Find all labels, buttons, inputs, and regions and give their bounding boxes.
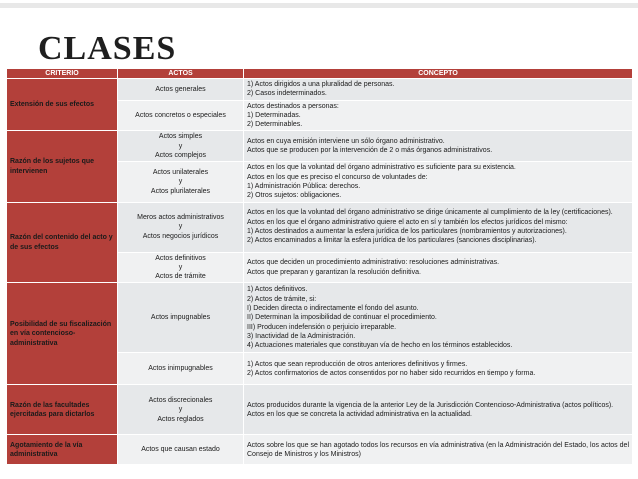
- table-row: [7, 283, 633, 353]
- concepto-line: 1) Actos dirigidos a una pluralidad de personas.: [247, 81, 395, 88]
- concepto-line: Actos sobre los que se han agotado todos los recursos en vía administrativa (en la Administración del Estado, los actos del Consejo de Ministros y los Ministros): [247, 441, 629, 458]
- actos-cell: [118, 100, 244, 131]
- concepto-line: II) Determinan la imposibilidad de continuar el procedimiento.: [247, 314, 437, 322]
- concepto-line: Actos que deciden un procedimiento administrativo: resoluciones administrativas.: [247, 259, 500, 267]
- concepto-line: 1) Administración Pública: derechos.: [247, 182, 361, 190]
- actos-line: Actos inimpugnables: [148, 365, 213, 373]
- concepto-line: 4) Actuaciones materiales que constituyan vía de hecho en los términos establecidos.: [247, 342, 513, 350]
- actos-cell: [118, 131, 244, 162]
- table-body: [7, 79, 633, 465]
- actos-cell: [118, 202, 244, 252]
- concepto-line: 2) Actos confirmatorios de actos consentidos por no haber sido recurridos en tiempo y forma.: [247, 369, 536, 377]
- actos-line: Actos simples: [158, 133, 203, 141]
- concepto-line: 1) Determinadas.: [247, 111, 301, 119]
- concepto-line: 1) Actos definitivos.: [247, 286, 308, 294]
- actos-line: Actos plurilaterales: [150, 187, 211, 195]
- table-row: [7, 385, 633, 435]
- concepto-cell: [244, 131, 633, 162]
- actos-line: Actos unilaterales: [152, 169, 209, 177]
- criterio-cell: Agotamiento de la vía administrativa: [7, 435, 118, 465]
- actos-line: y: [178, 223, 183, 231]
- concepto-cell: [244, 79, 633, 101]
- criterio-cell: Razón del contenido del acto y de sus efectos: [7, 202, 118, 283]
- actos-line: Actos discrecionales: [148, 397, 213, 404]
- criterio-cell: Razón de los sujetos que intervienen: [7, 131, 118, 202]
- header-concepto: CONCEPTO: [244, 69, 633, 79]
- concepto-line: III) Producen indefensión o perjuicio irreparable.: [247, 323, 397, 331]
- concepto-line: Actos en los que es preciso el concurso de voluntades de:: [247, 173, 428, 181]
- concepto-cell: [244, 353, 633, 385]
- actos-cell: [118, 79, 244, 101]
- actos-cell: [118, 435, 244, 465]
- concepto-line: 3) Inactividad de la Administración.: [247, 332, 356, 340]
- actos-line: Actos complejos: [155, 152, 206, 160]
- actos-line: Actos reglados: [157, 415, 204, 423]
- actos-line: Actos generales: [155, 85, 206, 93]
- actos-line: Actos que causan estado: [141, 446, 220, 454]
- classification-table: [6, 68, 633, 465]
- concepto-cell: [244, 385, 633, 435]
- header-actos: ACTOS: [118, 69, 244, 79]
- actos-line: y: [178, 406, 183, 414]
- concepto-cell: [244, 283, 633, 353]
- concepto-line: 2) Actos de trámite, si:: [247, 295, 317, 303]
- actos-line: Actos de trámite: [155, 273, 206, 281]
- actos-line: Actos definitivos: [155, 254, 206, 262]
- concepto-line: Actos en los que la voluntad del órgano administrativo se dirige únicamente al cumplimiento de la ley (certificaciones).: [247, 209, 613, 217]
- actos-cell: [118, 353, 244, 385]
- concepto-line: 2) Determinables.: [247, 121, 303, 129]
- concepto-line: Actos que se producen por la intervención de 2 o más órganos administrativos.: [247, 147, 493, 155]
- concepto-cell: [244, 100, 633, 131]
- page-title: CLASES: [38, 30, 177, 67]
- concepto-line: 2) Casos indeterminados.: [247, 90, 327, 98]
- actos-line: y: [178, 142, 183, 150]
- actos-cell: [118, 252, 244, 283]
- actos-line: Actos concretos o especiales: [135, 111, 226, 119]
- criterio-cell: Posibilidad de su fiscalización en vía contencioso-administrativa: [7, 283, 118, 385]
- header-row: [7, 69, 633, 79]
- concepto-cell: [244, 252, 633, 283]
- concepto-line: Actos que preparan y garantizan la resolución definitiva.: [247, 268, 421, 276]
- concepto-line: Actos producidos durante la vigencia de la anterior Ley de la Jurisdicción Contencioso-Administrativa (actos políticos).: [247, 401, 614, 409]
- actos-cell: [118, 385, 244, 435]
- concepto-line: Actos en cuya emisión interviene un sólo órgano administrativo.: [247, 138, 445, 146]
- actos-line: Actos impugnables: [150, 314, 211, 322]
- concepto-cell: [244, 162, 633, 202]
- concepto-cell: [244, 435, 633, 465]
- table-row: [7, 79, 633, 101]
- actos-cell: [118, 283, 244, 353]
- table-row: [7, 435, 633, 465]
- concepto-line: 2) Actos encaminados a limitar la esfera jurídica de los particulares (sanciones disciplinarias).: [247, 237, 537, 245]
- concepto-line: I) Deciden directa o indirectamente el fondo del asunto.: [247, 305, 419, 312]
- criterio-cell: Extensión de sus efectos: [7, 79, 118, 131]
- criterio-cell: Razón de las facultades ejercitadas para dictarlos: [7, 385, 118, 435]
- table-row: [7, 202, 633, 252]
- top-bar: [0, 0, 638, 20]
- concepto-line: 1) Actos que sean reproducción de otros anteriores definitivos y firmes.: [247, 360, 468, 368]
- concepto-line: Actos en los que la voluntad del órgano administrativo es suficiente para su existencia.: [247, 164, 516, 172]
- concepto-line: Actos en los que se concreta la actividad administrativa en la actualidad.: [247, 410, 472, 418]
- actos-line: y: [178, 178, 183, 186]
- actos-line: Meros actos administrativos: [137, 214, 224, 222]
- actos-line: Actos negocios jurídicos: [142, 232, 219, 240]
- concepto-line: Actos destinados a personas:: [247, 102, 339, 110]
- concepto-line: Actos en los que el órgano administrativo quiere el acto en sí y también los efectos jurídicos del mismo:: [247, 218, 568, 226]
- actos-line: y: [178, 263, 183, 271]
- header-criterio: CRITERIO: [7, 69, 118, 79]
- table-row: [7, 131, 633, 162]
- concepto-cell: [244, 202, 633, 252]
- concepto-line: 1) Actos destinados a aumentar la esfera jurídica de los particulares (nombramientos y autorizaciones).: [247, 228, 567, 236]
- actos-cell: [118, 162, 244, 202]
- top-stripe: [0, 3, 638, 8]
- concepto-line: 2) Otros sujetos: obligaciones.: [247, 192, 342, 200]
